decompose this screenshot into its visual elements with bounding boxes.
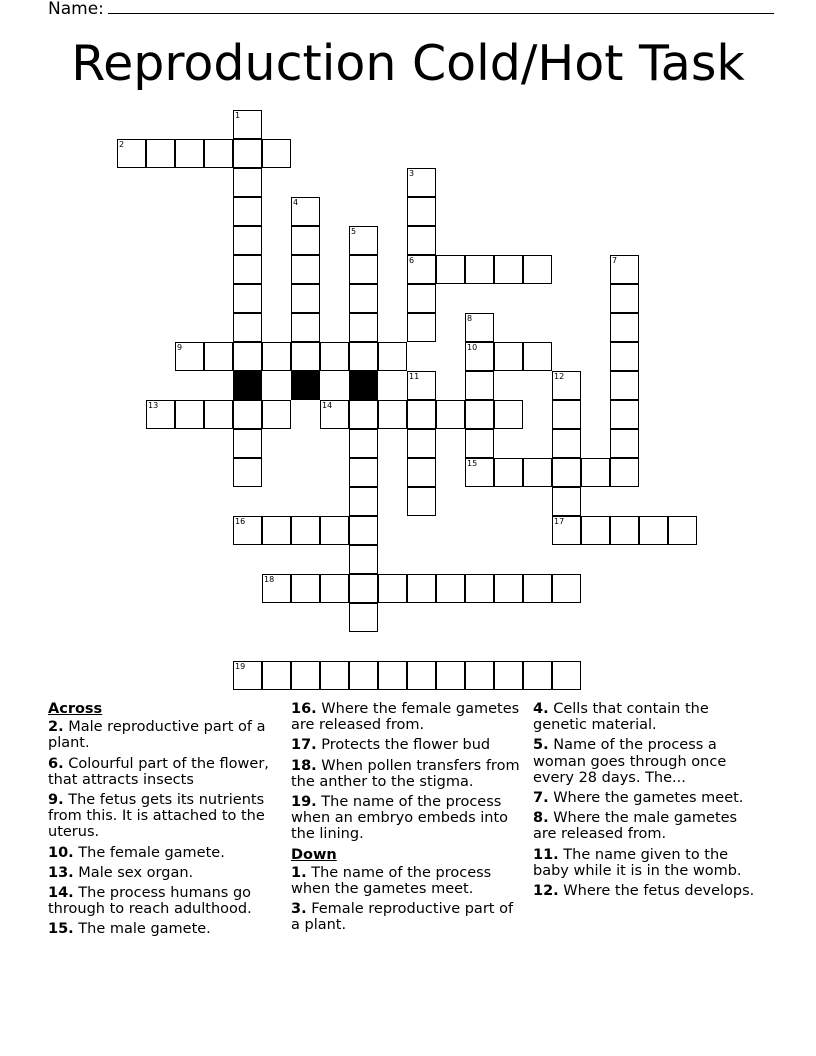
clue-text: Male reproductive part of a plant.	[48, 719, 266, 752]
crossword-cell[interactable]	[668, 516, 697, 545]
crossword-cell[interactable]	[581, 458, 610, 487]
crossword-cell[interactable]	[262, 516, 291, 545]
name-label: Name:	[48, 0, 104, 19]
crossword-cell[interactable]	[175, 342, 204, 371]
crossword-cell[interactable]	[610, 313, 639, 342]
clue-number: 16	[235, 517, 246, 526]
crossword-cell[interactable]	[233, 429, 262, 458]
crossword-cell[interactable]	[320, 574, 349, 603]
crossword-cell[interactable]	[233, 139, 262, 168]
crossword-cell[interactable]	[349, 574, 378, 603]
clue-column-3	[533, 701, 763, 903]
clue-number: 15	[467, 459, 478, 468]
crossword-cell[interactable]	[523, 458, 552, 487]
crossword-cell[interactable]	[494, 458, 523, 487]
clue-text: Where the male gametes are released from.	[533, 810, 738, 843]
crossword-cell[interactable]	[233, 458, 262, 487]
crossword-cell[interactable]	[233, 516, 262, 545]
crossword-cell[interactable]	[494, 342, 523, 371]
clue-item	[48, 756, 273, 788]
crossword-cell[interactable]	[552, 574, 581, 603]
crossword-cell[interactable]	[175, 400, 204, 429]
crossword-cell[interactable]	[552, 487, 581, 516]
down-heading: Down	[291, 846, 337, 863]
crossword-cell[interactable]	[349, 284, 378, 313]
clue-item	[291, 901, 526, 933]
crossword-cell[interactable]	[233, 342, 262, 371]
crossword-cell[interactable]	[494, 661, 523, 690]
clue-text: Where the gametes meet.	[548, 790, 744, 807]
clue-item	[291, 865, 526, 897]
crossword-cell[interactable]	[436, 255, 465, 284]
clue-number: 11	[409, 372, 420, 381]
clue-item	[533, 790, 763, 806]
clue-item	[291, 701, 526, 733]
crossword-cell[interactable]	[552, 429, 581, 458]
black-cell	[349, 371, 378, 400]
clue-item	[48, 845, 273, 861]
clue-number: 4.	[533, 701, 549, 717]
across-heading: Across	[48, 701, 103, 717]
crossword-cell[interactable]	[262, 661, 291, 690]
crossword-cell[interactable]	[291, 313, 320, 342]
crossword-cell[interactable]	[465, 458, 494, 487]
crossword-cell[interactable]	[407, 255, 436, 284]
crossword-cell[interactable]	[610, 255, 639, 284]
clue-item	[291, 737, 526, 753]
crossword-cell[interactable]	[465, 400, 494, 429]
crossword-cell[interactable]	[291, 342, 320, 371]
crossword-cell[interactable]	[117, 139, 146, 168]
crossword-cell[interactable]	[233, 226, 262, 255]
crossword-cell[interactable]	[407, 197, 436, 226]
crossword-cell[interactable]	[610, 342, 639, 371]
crossword-cell[interactable]	[204, 139, 233, 168]
clue-text: The fetus gets its nutrients from this. It is attached to the uterus.	[48, 792, 265, 841]
crossword-cell[interactable]	[465, 342, 494, 371]
clue-item	[533, 883, 763, 899]
clue-number: 10	[467, 343, 478, 352]
clue-number: 8	[467, 314, 473, 323]
crossword-cell[interactable]	[436, 661, 465, 690]
crossword-cell[interactable]	[407, 458, 436, 487]
crossword-cell[interactable]	[233, 168, 262, 197]
crossword-cell[interactable]	[233, 197, 262, 226]
crossword-cell[interactable]	[407, 487, 436, 516]
clue-item	[48, 865, 273, 881]
crossword-cell[interactable]	[465, 313, 494, 342]
clue-number: 3.	[291, 901, 307, 918]
crossword-cell[interactable]	[349, 516, 378, 545]
clue-text: The name of the process when an embryo embeds into the lining.	[291, 794, 509, 843]
clue-number: 2	[119, 140, 125, 149]
crossword-cell[interactable]	[610, 458, 639, 487]
crossword-cell[interactable]	[291, 255, 320, 284]
clue-number: 10.	[48, 844, 74, 861]
crossword-cell[interactable]	[378, 574, 407, 603]
crossword-cell[interactable]	[233, 400, 262, 429]
clue-number: 1	[235, 111, 241, 120]
crossword-cell[interactable]	[233, 255, 262, 284]
clue-item	[533, 701, 763, 733]
crossword-cell[interactable]	[610, 371, 639, 400]
clue-number: 17.	[291, 737, 317, 754]
crossword-cell[interactable]	[552, 516, 581, 545]
crossword-cell[interactable]	[378, 661, 407, 690]
crossword-cell[interactable]	[233, 661, 262, 690]
crossword-cell[interactable]	[291, 284, 320, 313]
crossword-cell[interactable]	[407, 284, 436, 313]
clue-text: Colourful part of the flower, that attracts insects	[48, 755, 269, 788]
clue-number: 17	[554, 517, 565, 526]
crossword-cell[interactable]	[262, 342, 291, 371]
crossword-cell[interactable]	[291, 197, 320, 226]
crossword-cell[interactable]	[204, 342, 233, 371]
clue-item	[48, 792, 273, 841]
crossword-cell[interactable]	[349, 545, 378, 574]
crossword-cell[interactable]	[523, 255, 552, 284]
clue-item	[48, 719, 273, 751]
crossword-cell[interactable]	[465, 661, 494, 690]
clue-number: 1.	[291, 864, 307, 881]
crossword-cell[interactable]	[465, 574, 494, 603]
clue-number: 3	[409, 169, 415, 178]
crossword-cell[interactable]	[552, 400, 581, 429]
crossword-cell[interactable]	[407, 226, 436, 255]
crossword-cell[interactable]	[407, 661, 436, 690]
crossword-cell[interactable]	[581, 516, 610, 545]
clue-column-2	[291, 701, 526, 938]
clue-number: 5	[351, 227, 357, 236]
crossword-cell[interactable]	[378, 342, 407, 371]
crossword-cell[interactable]	[233, 284, 262, 313]
clue-item	[48, 885, 273, 917]
crossword-cell[interactable]	[320, 516, 349, 545]
crossword-cell[interactable]	[291, 516, 320, 545]
clue-number: 7.	[533, 790, 549, 807]
clue-number: 7	[612, 256, 618, 265]
crossword-cell[interactable]	[146, 400, 175, 429]
clue-text: When pollen transfers from the anther to the stigma.	[291, 757, 520, 790]
clue-number: 9.	[48, 792, 64, 809]
crossword-cell[interactable]	[436, 400, 465, 429]
clue-number: 19	[235, 662, 246, 671]
crossword-cell[interactable]	[291, 661, 320, 690]
clue-number: 18	[264, 575, 275, 584]
page-title: Reproduction Cold/Hot Task	[71, 35, 745, 92]
clue-column-1	[48, 701, 273, 942]
clue-text: Where the female gametes are released from.	[291, 701, 520, 734]
crossword-cell[interactable]	[436, 574, 465, 603]
clue-number: 8.	[533, 810, 549, 827]
clue-item	[533, 810, 763, 842]
clue-number: 6.	[48, 755, 64, 772]
crossword-cell[interactable]	[552, 458, 581, 487]
crossword-cell[interactable]	[233, 313, 262, 342]
clue-number: 6	[409, 256, 415, 265]
clue-number: 12.	[533, 883, 559, 900]
clue-number: 14	[322, 401, 333, 410]
crossword-cell[interactable]	[349, 458, 378, 487]
crossword-cell[interactable]	[465, 429, 494, 458]
crossword-cell[interactable]	[407, 168, 436, 197]
clue-number: 13.	[48, 864, 74, 881]
crossword-cell[interactable]	[262, 139, 291, 168]
clue-text: The female gamete.	[73, 844, 225, 861]
clue-number: 16.	[291, 701, 317, 717]
clue-item	[533, 847, 763, 879]
clue-number: 2.	[48, 719, 64, 736]
crossword-cell[interactable]	[349, 487, 378, 516]
crossword-cell[interactable]	[407, 313, 436, 342]
clue-item	[48, 921, 273, 937]
crossword-cell[interactable]	[523, 574, 552, 603]
clue-number: 12	[554, 372, 565, 381]
clue-number: 14.	[48, 885, 74, 902]
crossword-cell[interactable]	[349, 429, 378, 458]
clue-number: 18.	[291, 757, 317, 774]
clue-number: 5.	[533, 737, 549, 754]
crossword-cell[interactable]	[407, 429, 436, 458]
crossword-cell[interactable]	[262, 400, 291, 429]
clue-number: 15.	[48, 921, 74, 938]
crossword-cell[interactable]	[262, 574, 291, 603]
clue-item	[533, 737, 763, 786]
crossword-cell[interactable]	[407, 400, 436, 429]
crossword-cell[interactable]	[233, 110, 262, 139]
crossword-cell[interactable]	[146, 139, 175, 168]
crossword-cell[interactable]	[552, 371, 581, 400]
clue-number: 9	[177, 343, 183, 352]
clue-text: Name of the process a woman goes through once every 28 days. The...	[533, 737, 727, 786]
crossword-cell[interactable]	[320, 400, 349, 429]
crossword-cell[interactable]	[465, 255, 494, 284]
clue-text: Where the fetus develops.	[558, 883, 755, 900]
crossword-cell[interactable]	[407, 574, 436, 603]
crossword-cell[interactable]	[320, 661, 349, 690]
crossword-cell[interactable]	[349, 313, 378, 342]
clue-text: Cells that contain the genetic material.	[533, 701, 709, 734]
crossword-cell[interactable]	[349, 603, 378, 632]
crossword-cell[interactable]	[349, 661, 378, 690]
clue-text: Protects the flower bud	[316, 737, 491, 754]
crossword-cell[interactable]	[349, 226, 378, 255]
crossword-cell[interactable]	[349, 255, 378, 284]
crossword-cell[interactable]	[407, 371, 436, 400]
clue-item	[291, 758, 526, 790]
crossword-cell[interactable]	[465, 371, 494, 400]
crossword-cell[interactable]	[523, 661, 552, 690]
crossword-cell[interactable]	[204, 400, 233, 429]
clue-number: 11.	[533, 846, 559, 863]
crossword-cell[interactable]	[291, 226, 320, 255]
crossword-cell[interactable]	[349, 400, 378, 429]
crossword-cell[interactable]	[291, 574, 320, 603]
crossword-cell[interactable]	[610, 284, 639, 313]
crossword-cell[interactable]	[523, 342, 552, 371]
crossword-cell[interactable]	[610, 429, 639, 458]
black-cell	[233, 371, 262, 400]
clue-number: 19.	[291, 794, 317, 811]
clue-text: The name of the process when the gametes meet.	[291, 864, 492, 898]
crossword-cell[interactable]	[610, 516, 639, 545]
clue-text: The name given to the baby while it is in the womb.	[533, 846, 742, 879]
clue-number: 4	[293, 198, 299, 207]
crossword-cell[interactable]	[494, 400, 523, 429]
crossword-cell[interactable]	[349, 342, 378, 371]
clue-text: Male sex organ.	[73, 864, 194, 881]
black-cell	[291, 371, 320, 400]
crossword-cell[interactable]	[320, 342, 349, 371]
clue-text: The male gamete.	[73, 921, 211, 938]
crossword-cell[interactable]	[494, 574, 523, 603]
crossword-cell[interactable]	[494, 255, 523, 284]
clue-number: 13	[148, 401, 159, 410]
crossword-cell[interactable]	[639, 516, 668, 545]
crossword-cell[interactable]	[610, 400, 639, 429]
crossword-cell[interactable]	[552, 661, 581, 690]
crossword-cell[interactable]	[378, 400, 407, 429]
crossword-cell[interactable]	[175, 139, 204, 168]
clue-text: The process humans go through to reach adulthood.	[48, 885, 252, 918]
clue-text: Female reproductive part of a plant.	[291, 901, 514, 934]
clue-item	[291, 794, 526, 843]
